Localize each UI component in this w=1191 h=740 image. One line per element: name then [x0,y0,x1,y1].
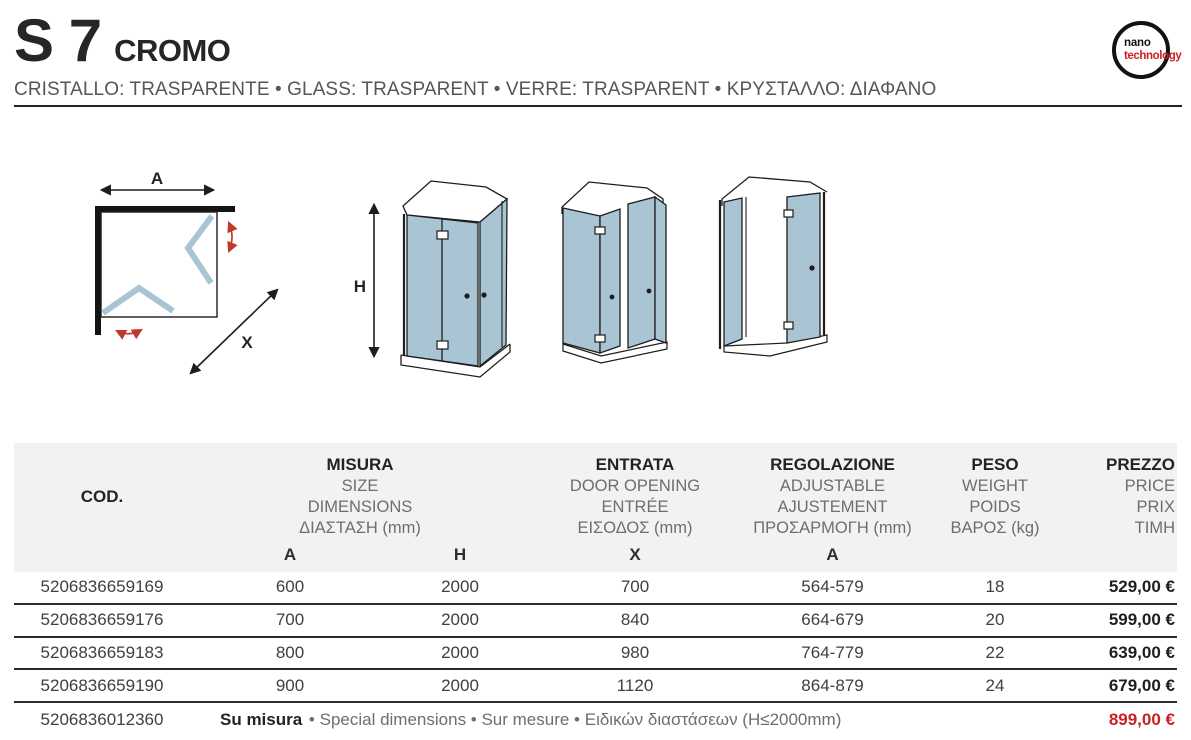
table-row [14,638,1177,671]
sub-col-a1: A [283,544,297,564]
header-divider [14,105,1182,107]
col-header-peso: PESO WEIGHT POIDS ΒΑΡΟΣ (kg) [950,455,1040,538]
cell-a: 600 [275,577,305,597]
cell-peso: 22 [985,642,1005,662]
cell-x: 700 [620,577,650,597]
cell-peso: 20 [985,610,1005,630]
table-row [14,670,1177,703]
cell-cod: 5206836659190 [40,675,164,695]
col-header-entrata: ENTRATA DOOR OPENING ENTRÉE ΕΙΣΟΔΟΣ (mm) [569,455,701,538]
cell-x: 840 [620,610,650,630]
sub-col-h: H [453,544,467,564]
logo-text-nano: nano [1124,37,1151,49]
product-finish-title: CROMO [114,33,231,68]
dim-label-a-plan: A [150,169,164,188]
cell-reg: 664-679 [801,610,864,630]
cell-peso: 24 [985,675,1005,695]
special-dimensions-row [14,703,1177,736]
col-header-prezzo: PREZZO PRICE PRIX ΤΙΜΗ [1106,455,1175,538]
table-row [14,572,1177,605]
product-code-title: S 7 [14,7,102,74]
cell-x: 1120 [616,675,654,695]
cell-h: 2000 [441,642,479,662]
plan-view-drawing [95,169,277,373]
dim-label-x-plan: X [241,333,253,352]
cell-reg: 764-779 [801,642,864,662]
cell-cod: 5206836012360 [40,709,164,729]
cell-a: 900 [275,675,305,695]
cell-price: 639,00 € [1108,642,1175,662]
sub-col-a2: A [826,544,839,564]
enclosure-open-drawing [720,177,827,356]
enclosure-closed-drawing [401,181,510,377]
cell-price: 679,00 € [1108,675,1175,695]
cell-cod: 5206836659169 [40,577,164,597]
cell-cod: 5206836659176 [40,610,164,630]
spec-table-body [14,572,1177,736]
technical-drawings [0,140,1191,430]
col-header-regolazione: REGOLAZIONE ADJUSTABLE AJUSTEMENT ΠΡΟΣΑΡΜΟΓΗ (mm) [753,455,912,538]
col-header-misura: MISURA SIZE DIMENSIONS ΔΙΑΣΤΑΣΗ (mm) [299,455,421,538]
sub-header-row [14,545,1177,565]
cell-price-special: 899,00 € [1108,709,1175,729]
col-header-cod: COD. [80,486,124,506]
page-title [14,6,230,75]
cell-price: 599,00 € [1108,610,1175,630]
cell-peso: 18 [985,577,1005,597]
dim-label-h: H [353,277,366,296]
spec-table-header [14,443,1177,572]
special-dimensions-text: Su misura • Special dimensions • Sur mesure • Ειδικών διαστάσεων (H≤2000mm) [220,709,842,729]
cell-a: 700 [275,610,305,630]
height-dimension [354,205,374,356]
nano-technology-logo [1112,21,1182,79]
cell-price: 529,00 € [1108,577,1175,597]
enclosure-half-open-drawing [562,182,667,363]
cell-h: 2000 [441,577,479,597]
cell-reg: 864-879 [801,675,864,695]
sub-col-x: X [629,544,641,564]
cell-h: 2000 [441,610,479,630]
cell-cod: 5206836659183 [40,642,164,662]
cell-x: 980 [620,642,650,662]
cell-a: 800 [275,642,305,662]
table-row [14,605,1177,638]
cell-h: 2000 [441,675,479,695]
logo-text-technology: technology [1124,49,1182,62]
glass-type-subtitle: CRISTALLO: TRASPARENTE • GLASS: TRASPARENT • VERRE: TRASPARENT • ΚΡΥΣΤΑΛΛΟ: ΔΙΑΦΑΝΟ [14,79,937,100]
cell-reg: 564-579 [801,577,864,597]
